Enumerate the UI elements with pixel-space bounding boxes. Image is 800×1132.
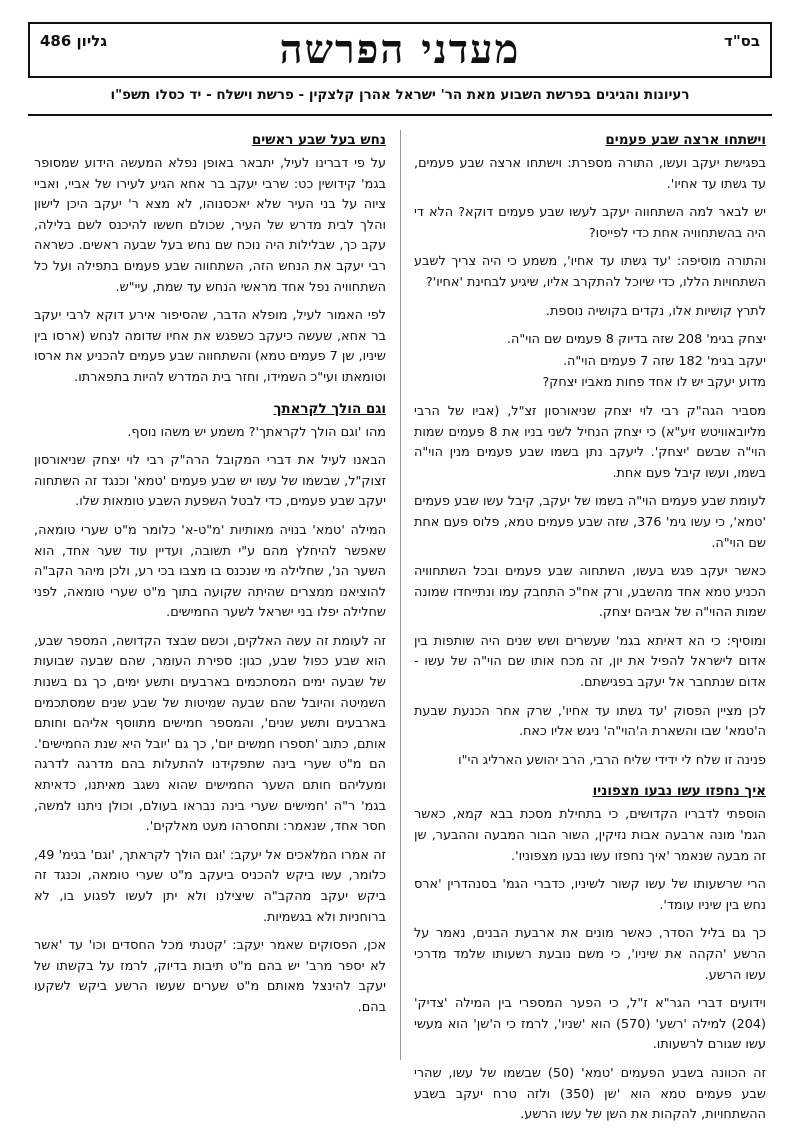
paragraph: הוספתי לדבריו הקדושים, כי בתחילת מסכת בבא קמא, כאשר הגמ' מונה ארבעה אבות נזיקין, השור הבור המבעה וההבער, שן זה מבעה שנאמר 'איך נחפזו עשו נבעו מצפוניו'. [414, 807, 766, 864]
masthead [28, 22, 772, 78]
paragraph: יש לבאר למה השתחווה יעקב לעשו שבע פעמים דוקא? הלא די היה בהשתחוויה אחת כדי לפייסו? [414, 205, 766, 241]
paragraph: כאשר יעקב פגש בעשו, השתחוה שבע פעמים ובכל השתחוויה הכניע טמא אחד מהשבע, ורק אח"כ התחבק עמו ונתייחדו שמונה שמות ההוי"ה של אביהם יצחק. [414, 564, 766, 621]
paragraph: על פי דברינו לעיל, יתבאר באופן נפלא המעשה הידוע שמסופר בגמ' קידושין כט: שרבי יעקב בר אחא הגיע לעירו של אביי, ואביי ציוה על בני העיר שלא יאכסנוהו, לא מצא ר' יעקב היכן לישון והלך לבית מדרש של העיר, שכולם חששו להיכנס לשם בלילה, עקב כך, שבלילות היה נוכח שם נחש בעל שבעה ראשים. כשראה רבי יעקב את הנחש הזה, השתחווה שבע פעמים בתפילה ועל כל השתחוויה נפל אחד מראשי הנחש עד שמת, עיי"ש. [34, 156, 386, 295]
paragraph: כך גם בליל הסדר, כאשר מונים את ארבעת הבנים, נאמר על הרשע 'הקהה את שיניו', כי משם נובעת רשעותו שלמד מדרכי עשו הרשע. [414, 926, 766, 983]
paragraph: יעקב בגימ' 182 שזה 7 פעמים הוי"ה. [562, 353, 766, 369]
paragraph: מדוע יעקב יש לו אחד פחות מאביו יצחק? [542, 375, 766, 391]
paragraph: מסביר הגה"ק רבי לוי יצחק שניאורסון זצ"ל, (אביו של הרבי מליובאוויטש זיע"א) כי יצחק הנחיל לשני בניו את 8 פעמים שמות הוי"ה שבשם 'יצחק'. ליעקב נתן בשמו שבע פעמים מנין הוי"ה בשמו, ועשו קיבל פעם אחת. [414, 403, 766, 481]
paragraph: בפגישת יעקב ועשו, התורה מספרת: וישתחו ארצה שבע פעמים, עד גשתו עד אחיו'. [414, 156, 766, 192]
paragraph: וידועים דברי הגר"א ז"ל, כי הפער המספרי בין המילה 'צדיק' (204) למילה 'רשע' (570) הוא 'שניו', לרמז כי ה'שן' הוא מעשי עשו שגורם לרשעותו. [414, 996, 766, 1053]
paragraph: זה לעומת זה עשה האלקים, וכשם שבצד הקדושה, המספר שבע, הוא שבע כפול שבע, כגון: ספירת העומר, שהם שבעה שבועות של שבעה ימים המסתכמים בארבעים ותשע ימים, כך גם בשנות השמיטה והיובל שהם שבעה שמיטות של שבע שנים שמסתכמים בארבעים ותשע שנים', והמספר חמישים מתווסף אליהם וחותם אותם, כתוב 'תספרו חמשים יום', כך גם 'יובל היא שנת החמישים'. הם מ"ט שערי בינה שתפקידנו להתעלות בהם מדרגה לדרגה ומעליהם חותם השער החמישים שהוא נשגב מאיתנו, כדאיתא בגמ' ר"ה 'חמישים שערי בינה נבראו בעולם, וכולן ניתנו למשה, חסר אחד, שנאמר: ותחסרהו מעט מאלקים'. [34, 633, 386, 835]
paragraph: לעומת שבע פעמים הוי"ה בשמו של יעקב, קיבל עשו שבע פעמים 'טמא', כי עשו גימ' 376, שזה שבע פעמים טמא, פלוס פעם אחת שם הוי"ה. [414, 494, 766, 551]
bsd-mark: בס"ד [724, 32, 760, 50]
right-column [414, 130, 766, 1132]
subtitle: רעיונות והגיגים בפרשת השבוע מאת הר' ישראל אהרן קלצקין - פרשת וישלח - יד כסלו תשפ"ו [110, 87, 690, 103]
paragraph: לפי האמור לעיל, מופלא הדבר, שהסיפור אירע דוקא לרבי יעקב בר אחא, שעשה כיעקב כשפגש את אחיו שדומה לנחש (ארסו בין שיניו, שן 7 פעמים טמא) והשתחווה שבע פעמים להכניע את ארסו וטומאתו ועי"כ השמידו, וחזר בית המדרש להיות בתפארתו. [34, 308, 386, 385]
section-heading: וישתחו ארצה שבע פעמים [605, 132, 766, 148]
section-heading: נחש בעל שבע ראשים [251, 132, 386, 148]
paragraph: ומוסיף: כי הא דאיתא בגמ' שעשרים ושש שנים היה שותפות בין אדום לישראל להפיל את יון, זה מכח אותו שם הוי"ה של עשו - אדום שנתחבר אל יעקב בפגישתם. [414, 633, 766, 691]
paragraph: זה הכוונה בשבע הפעמים 'טמא' (50) שבשמו של עשו, שהרי שבע פעמים טמא הוא 'שן (350) ולזה טרח יעקב בשבע ההשתחויות, להקהות את השן של עשו הרשע. [414, 1065, 767, 1123]
left-column [34, 130, 386, 1027]
paragraph: המילה 'טמא' בנויה מאותיות 'מ"ט-א' כלומר מ"ט שערי טומאה, שאפשר להיחלץ מהם ע"י תשובה, ועדיין עוד שער אחד, הוא השער הנ', שחלילה מי שנכנס בו מצבו בכי רע, ולכן מיהר הקב"ה להוציאנו ממצרים שהיתה שקועה בתוך מ"ט שערי טומאה, לפני שחלילה יפלו בני ישראל לשער החמישים. [34, 522, 386, 621]
paragraph: פנינה זו שלח לי ידידי שליח הרבי, הרב יהושע הארליג הי"ו [458, 752, 766, 768]
newsletter-page [28, 22, 772, 1123]
issue-number: גליון 486 [40, 32, 108, 50]
section-heading: וגם הולך לקראתך [273, 400, 386, 417]
newsletter-title: מעדני הפרשה [279, 26, 521, 73]
paragraph: לכן מציין הפסוק 'עד גשתו עד אחיו', שרק אחר הכנעת שבעת ה'טמא' שבו והשארת ה'הוי"ה' ניגש אליו כאח. [414, 703, 766, 740]
paragraph: זה אמרו המלאכים אל יעקב: 'וגם הולך לקראתך, 'וגם' בגימ' 49, כלומר, עשו ביקש להכניס ביעקב מ"ט שערי טומאה, וכנגד זה ביקש יעקב מהקב"ה שיצילנו ולא יתן לעשו לפגוע בו, לא ברוחניות ולא בגשמיות. [34, 847, 386, 925]
paragraph: הרי שרשעותו של עשו קשור לשיניו, כדברי הגמ' בסנהדרין 'ארס נחש בין שיניו עומד'. [414, 877, 766, 913]
paragraph: הבאנו לעיל את דברי המקובל הרה"ק רבי לוי יצחק שניאורסון זצוק"ל, שבשמו של עשו יש שבע פעמים 'טמא' וכנגד זה השתחוה יעקב שבע פעמים, כדי לבטל השפעת השבע טומאות שלו. [34, 453, 386, 510]
article-columns [28, 116, 772, 1123]
section-heading: איך נחפזו עשו נבעו מצפוניו [592, 783, 766, 800]
paragraph: אכן, הפסוקים שאמר יעקב: 'קטנתי מכל החסדים וכו' עד 'אשר לא יספר מרב' יש בהם מ"ט תיבות בדיוק, לרמז על בקשתו של יעקב להינצל מאותם מ"ט שערים שעשו הרשע ביקש לשקעו בהם. [34, 938, 386, 1015]
column-divider [400, 130, 401, 1060]
paragraph: מהו 'וגם הולך לקראתך'? משמע יש משהו נוסף. [127, 424, 386, 440]
paragraph: והתורה מוסיפה: 'עד גשתו עד אחיו', משמע כי היה צריך לשבע השתחויות הללו, כדי שיוכל להתקרב אליו, שיגיע לבחינת 'אחיו'? [414, 254, 766, 290]
paragraph: יצחק בגימ' 208 שזה בדיוק 8 פעמים שם הוי"ה. [506, 332, 766, 348]
paragraph: לתרץ קושיות אלו, נקדים בקושיה נוספת. [545, 303, 766, 319]
